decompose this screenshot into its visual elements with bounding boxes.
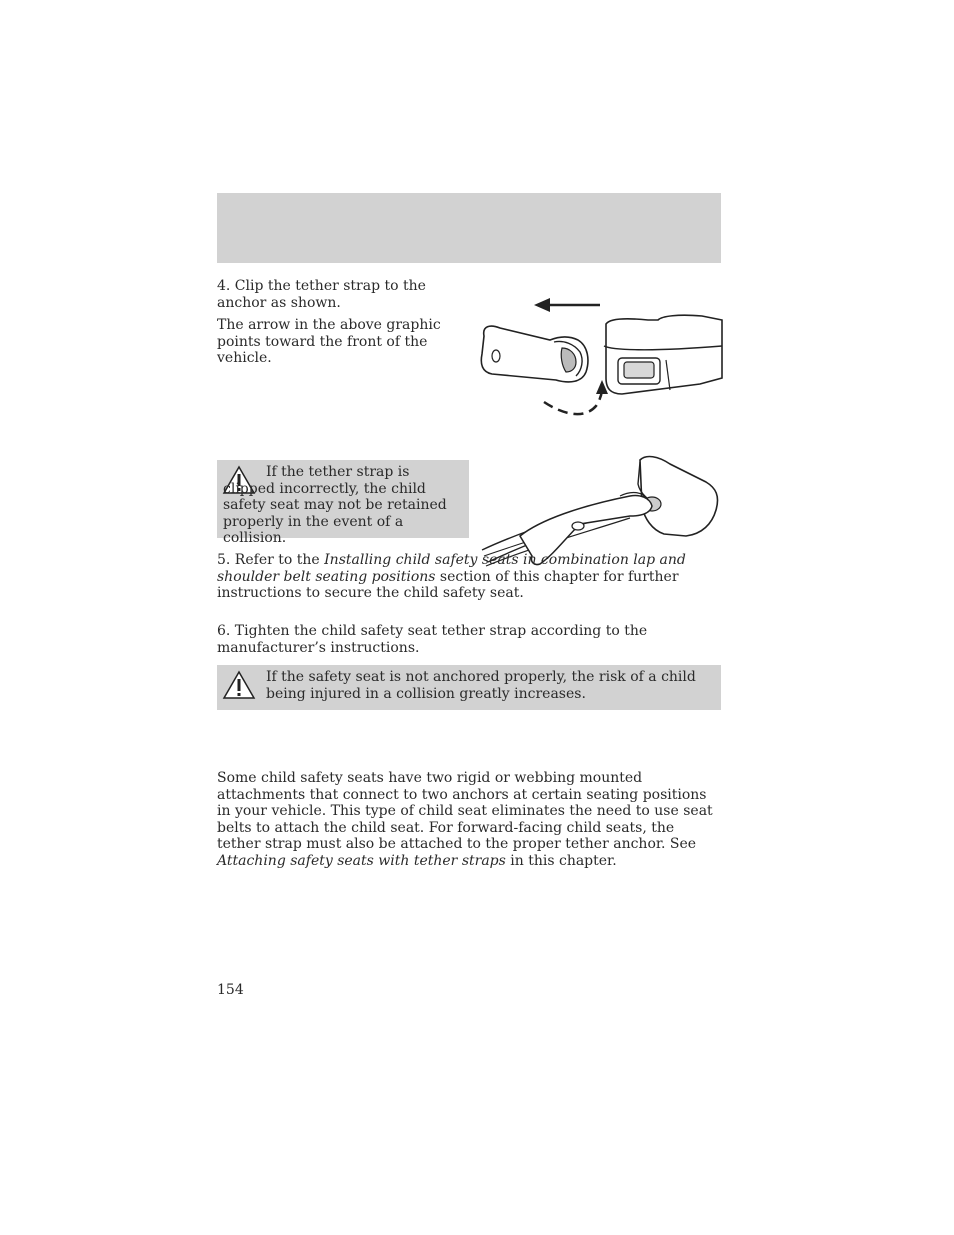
warning-box-tether-clip: [217, 460, 469, 546]
step-5-prefix: 5. Refer to the: [217, 552, 325, 568]
step-5-suffix: section of this chapter for further instructions to secure the child safety seat.: [217, 568, 679, 601]
latch-paragraph-reference: Attaching safety seats with tether straps: [217, 852, 506, 869]
warning-box-anchoring: [217, 665, 721, 710]
warning-text-anchoring: If the safety seat is not anchored properly, the risk of a child being injured in a collision greatly increases.: [266, 669, 696, 702]
section-header-band: [217, 193, 721, 263]
warning-text-tether-clip: If the tether strap is clipped incorrectly, the child safety seat may not be retained properly in the event of a collision.: [223, 464, 447, 546]
latch-paragraph-text: Some child safety seats have two rigid or webbing mounted attachments that connect to two anchors at certain seating positions in your vehicle. This type of child seat eliminates the need to use seat belts to attach the child seat. For forward-facing child seats, the tether strap must also be attached to the proper tether anchor. See: [217, 770, 713, 852]
step-4-text: 4. Clip the tether strap to the anchor as shown.: [217, 278, 426, 311]
latch-paragraph: [217, 770, 721, 869]
step-6-text: 6. Tighten the child safety seat tether strap according to the manufacturer’s instructions.: [217, 623, 648, 656]
warning-triangle-icon: [223, 671, 255, 699]
tether-clip-illustration: [478, 296, 722, 420]
arrow-note-text: The arrow in the above graphic points toward the front of the vehicle.: [217, 317, 441, 366]
page-number: 154: [217, 982, 244, 998]
latch-paragraph-end: in this chapter.: [505, 852, 617, 869]
step-5-text: [217, 552, 721, 602]
step-5-section-reference: Installing child safety seats in combination lap and shoulder belt seating positions: [217, 552, 686, 585]
